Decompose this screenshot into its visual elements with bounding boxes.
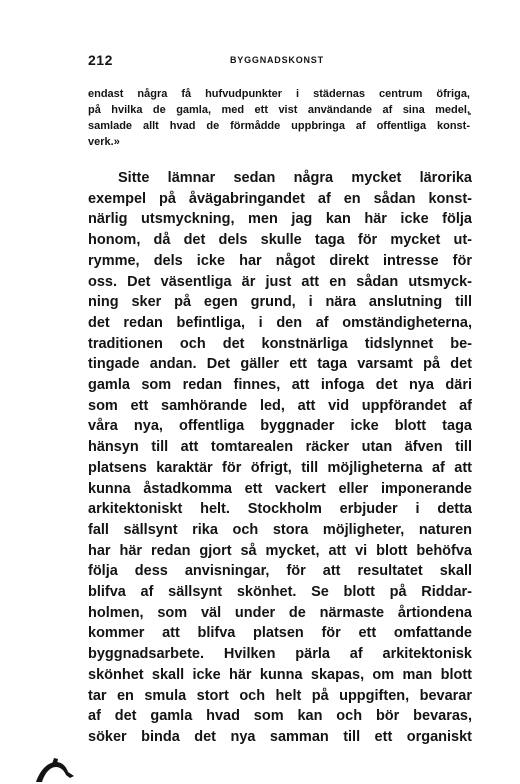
body-line: skönhet skall icke här kunna skapas, om man blott <box>88 666 472 683</box>
quote-line: på hvilka de gamla, med ett vist användande af sina medel, <box>88 104 470 116</box>
body-line: har här redan gjort så mycket, att vi blott behöfva <box>88 542 472 559</box>
body-line: honom, då det dels skulle taga för mycket ut- <box>88 232 472 249</box>
body-line: tingade andan. Det gäller ett taga varsamt på det <box>88 356 472 373</box>
body-line: kunna åstadkomma ett vackert eller imponerande <box>88 480 472 497</box>
body-line: våra nya, offentliga byggnader icke blott taga <box>88 418 472 435</box>
scan-artifact-mark <box>30 756 80 784</box>
body-line: holmen, som väl under de närmaste årtiondena <box>88 604 472 621</box>
body-line: fall sällsynt rika och stora möjligheter, naturen <box>88 521 472 538</box>
body-line: oss. Det väsentliga är just att en sådan utsmyck- <box>88 273 472 290</box>
body-line: arkitektoniskt helt. Stockholm erbjuder i detta <box>88 501 472 518</box>
quote-line: endast några få hufvudpunkter i städernas centrum öfriga, <box>88 88 470 100</box>
body-line: det redan befintliga, i den af omständigheterna, <box>88 314 472 331</box>
quote-paragraph <box>88 86 470 150</box>
body-line: traditionen och det konstnärliga tidslynnet be- <box>88 335 472 352</box>
body-line: gamla som redan finnes, att infoga det nya däri <box>88 377 472 394</box>
body-line: platsens karaktär för öfrigt, till möjligheterna af att <box>88 459 472 476</box>
body-line: följa dess anvisningar, för att resultatet skall <box>88 563 472 580</box>
body-line: ning sker på egen grund, i nära anslutning till <box>88 294 472 311</box>
body-line: hänsyn till att tomtarealen räcker utan äfven till <box>88 439 472 456</box>
body-line: söker binda det nya samman till ett organiskt <box>88 728 472 745</box>
body-line: af det gamla hvad som kan och bör bevaras, <box>88 708 472 725</box>
body-line: närlig utsmyckning, men jag kan här icke följa <box>88 211 472 228</box>
body-line: kommer att blifva platsen för ett omfattande <box>88 625 472 642</box>
body-line: rymme, dels icke har något direkt intresse för <box>88 252 472 269</box>
body-line: blifva af sällsynt skönhet. Se blott på Riddar- <box>88 584 472 601</box>
body-paragraph <box>88 168 472 748</box>
quote-line: verk.» <box>88 136 120 148</box>
body-line: exempel på åvägabringandet af en sådan konst- <box>88 190 472 207</box>
body-line: tar en smula stort och helt på uppgiften, bevarar <box>88 687 472 704</box>
page-number: 212 <box>88 52 113 68</box>
running-head: BYGGNADSKONST <box>230 55 324 65</box>
body-line: byggnadsarbete. Hvilken pärla af arkitektonisk <box>88 646 472 663</box>
body-line: som ett samhörande led, att vid uppförandet af <box>88 397 472 414</box>
body-line: Sitte lämnar sedan några mycket lärorika <box>118 170 472 186</box>
quote-line: samlade allt hvad de förmådde uppbringa af offentliga konst- <box>88 120 470 132</box>
